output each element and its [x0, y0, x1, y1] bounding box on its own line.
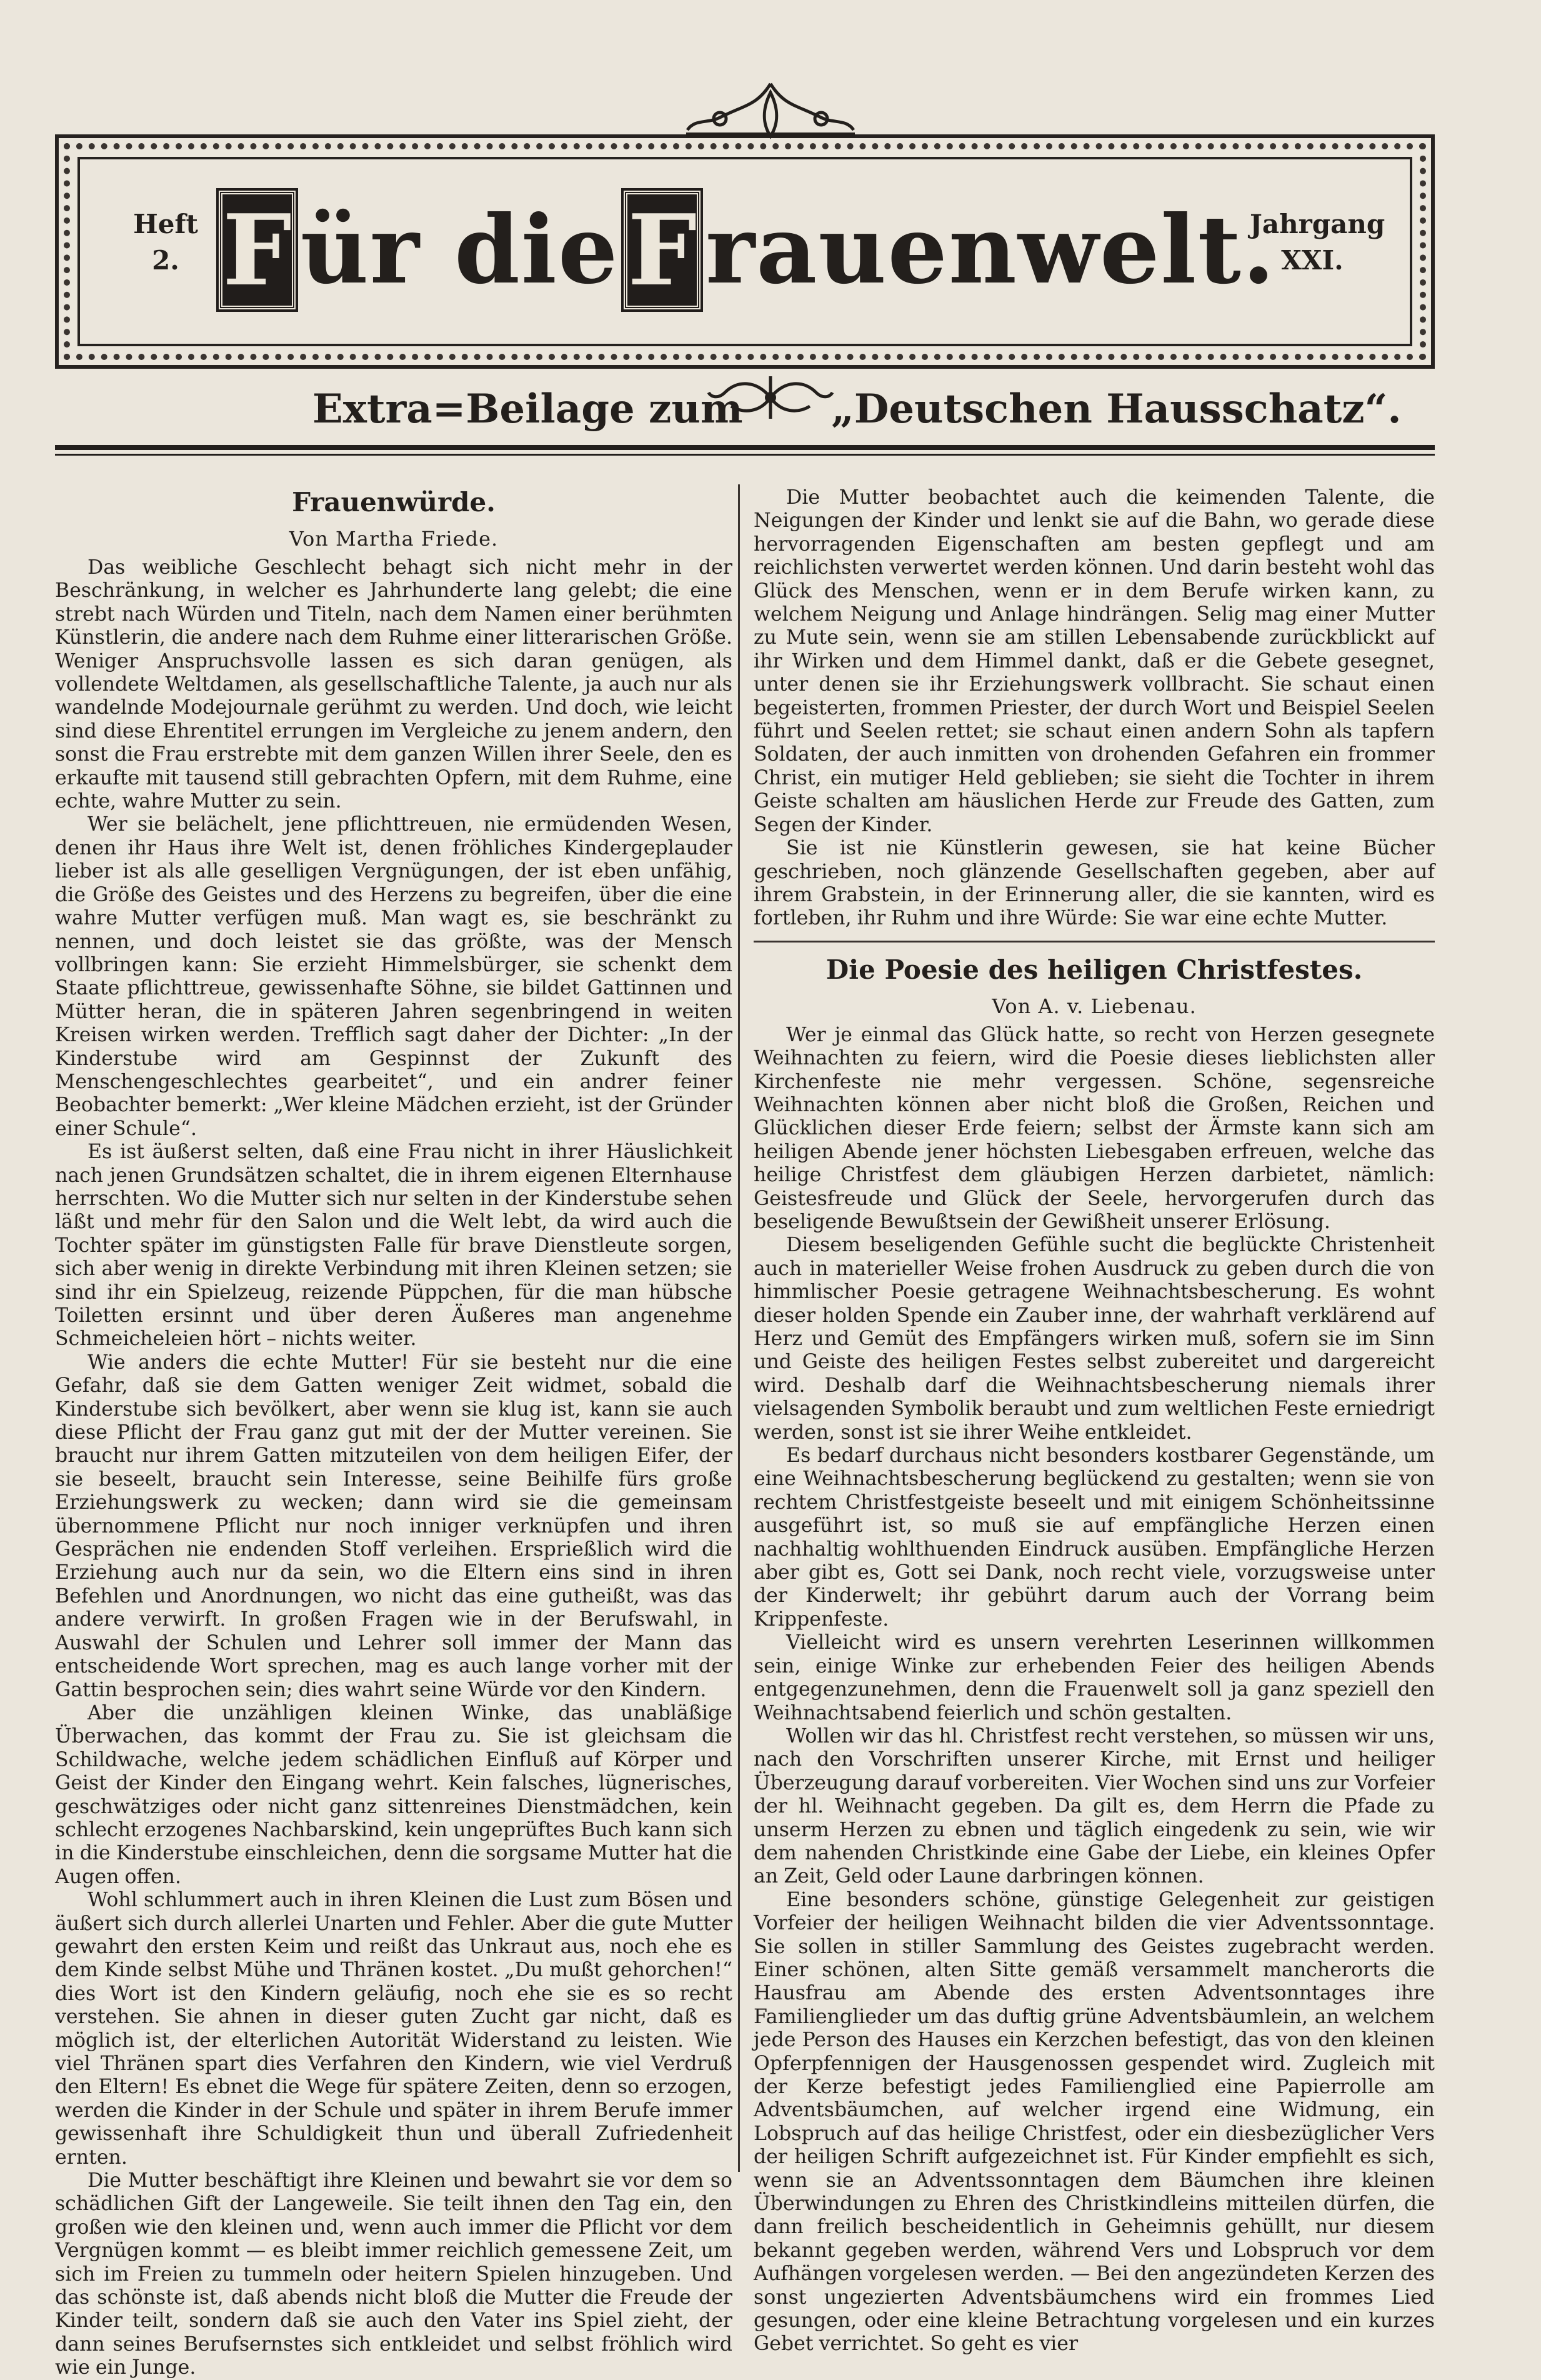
column-divider — [738, 484, 740, 2172]
paragraph: Aber die unzähligen kleinen Winke, das unabläßige Überwachen, das kommt der Frau zu. Sie ist gleichsam die Schildwache, welche jedem schädlichen Einfluß auf Körper und Geist der Kinder den Eingang wehrt. Kein falsches, lügnerisches, geschwätziges oder nicht ganz sittenreines Dienstmädchen, kein schlecht erzogenes Nachbarskind, kein ungeprüftes Buch kann sich in die Kinderstube einschleichen, denn die sorgsame Mutter hat die Augen offen. — [55, 1701, 732, 1888]
title-initial-second: F — [624, 191, 701, 309]
top-ornament-icon — [682, 80, 859, 140]
right-column — [754, 486, 1435, 2356]
paragraph: Es bedarf durchaus nicht besonders kostbarer Gegenstände, um eine Weihnachtsbescherung beglückend zu gestalten; wenn sie von rechtem Christfestgeiste beseelt und mit einigem Schönheitssinne ausgeführt ist, so muß sie auf empfängliche Herzen einen nachhaltig wohlthuenden Eindruck ausüben. Empfängliche Herzen aber gibt es, Gott sei Dank, noch recht viele, vorzugsweise unter der Kinderwelt; ihr gebührt darum auch der Vorrang beim Krippenfeste. — [754, 1444, 1435, 1631]
paragraph: Vielleicht wird es unsern verehrten Leserinnen willkommen sein, einige Winke zur erhebenden Feier des heiligen Abends entgegenzunehmen, denn die Frauenwelt soll ja ganz speziell den Weihnachtsabend feierlich und schön gestalten. — [754, 1631, 1435, 1724]
paragraph: Das weibliche Geschlecht behagt sich nicht mehr in der Beschränkung, in welcher es Jahrhunderte lang gelebt; die eine strebt nach Würden und Titeln, nach dem Namen einer berühmten Künstlerin, die andere nach dem Ruhme einer litterarischen Größe. Weniger Anspruchsvolle lassen es sich daran genügen, als vollendete Weltdamen, als gesellschaftliche Talente, ja auch nur als wandelnde Modejournale gerühmt zu werden. Und doch, wie leicht sind diese Ehrentitel errungen im Vergleiche zu jenem andern, den sonst die Frau erstrebte mit dem ganzen Willen ihrer Seele, den es erkaufte mit tausend still gebrachten Opfern, mit dem Ruhme, eine echte, wahre Mutter zu sein. — [55, 556, 732, 813]
paragraph: Wer sie belächelt, jene pflichttreuen, nie ermüdenden Wesen, denen ihr Haus ihre Welt ist, denen fröhliches Kindergeplauder lieber ist als alle geselligen Vergnügungen, der ist eben unfähig, die Größe des Geistes und des Herzens zu begreifen, über die eine wahre Mutter verfügen muß. Man wagt es, sie beschränkt zu nennen, und doch leistet sie das größte, was der Mensch vollbringen kann: Sie erzieht Himmelsbürger, sie schenkt dem Staate pflichttreue, gewissenhafte Söhne, sie bildet Gattinnen und Mütter heran, die in späteren Jahren segenbringend in weiten Kreisen wirken werden. Trefflich sagt daher der Dichter: „In der Kinderstube wird am Gespinnst der Zukunft des Menschengeschlechtes gearbeitet“, und ein andrer feiner Beobachter bemerkt: „Wer kleine Mädchen erzieht, ist der Gründer einer Schule“. — [55, 813, 732, 1140]
article-title: Frauenwürde. — [292, 487, 496, 518]
title-initial-first: F — [219, 191, 296, 309]
article-divider — [754, 941, 1435, 942]
header-rule-thin — [55, 454, 1435, 456]
title-part-first: ür die — [300, 195, 619, 305]
paragraph: Wie anders die echte Mutter! Für sie besteht nur die eine Gefahr, daß sie dem Gatten weniger Zeit widmet, sobald die Kinderstube sich bevölkert, aber wenn sie klug ist, kann sie auch diese Pflicht der Frau ganz gut mit der der Mutter vereinen. Sie braucht nur ihrem Gatten mitzuteilen von dem heiligen Eifer, der sie beseelt, braucht sein Interesse, seine Beihilfe fürs große Erziehungswerk zu wecken; dann wird sie die gemeinsam übernommene Pflicht nur noch inniger verknüpfen und ihren Gesprächen nie endenden Stoff verleihen. Ersprießlich wird die Erziehung auch nur da sein, wo die Eltern eins sind in ihren Befehlen und Anordnungen, wo nicht das eine gutheißt, was das andere verwirft. In großen Fragen wie in der Berufswahl, in Auswahl der Schulen und Lehrer soll immer der Mann das entscheidende Wort sprechen, mag es auch lange vorher mit der Gattin besprochen sein; dies wahrt seine Würde vor den Kindern. — [55, 1351, 732, 1701]
subtitle-ornament-icon — [706, 374, 835, 421]
paragraph: Wer je einmal das Glück hatte, so recht von Herzen gesegnete Weihnachten zu feiern, wird die Poesie dieses lieblichsten aller Kirchenfeste nie mehr vergessen. Schöne, segensreiche Weihnachten können aber nicht bloß die Großen, Reichen und Glücklichen dieser Erde feiern; selbst der Ärmste kann sich am heiligen Abende jener höchsten Liebesgaben erfreuen, welche das heilige Christfest dem gläubigen Herzen darbietet, nämlich: Geistesfreude und Glück der Seele, hervorgerufen durch das beseligende Bewußtsein der Gewißheit unserer Erlösung. — [754, 1023, 1435, 1233]
jahrgang-number: XXI. — [1281, 245, 1344, 276]
paragraph: Es ist äußerst selten, daß eine Frau nicht in ihrer Häuslichkeit nach jenen Grundsätzen schaltet, die in ihrem eigenen Elternhause herrschten. Wo die Mutter sich nur selten in der Kinderstube sehen läßt und mehr für den Salon und die Welt lebt, da wird auch die Tochter später im günstigsten Falle für brave Dienstleute sorgen, sich aber wenig in direkte Verbindung mit ihren Kleinen setzen; sie sind ihr ein Spielzeug, reizende Püppchen, für die man hübsche Toiletten ersinnt und über deren Äußeres man angenehme Schmeicheleien hört – nichts weiter. — [55, 1141, 732, 1351]
volume-number — [1250, 206, 1385, 279]
paragraph: Die Mutter beobachtet auch die keimenden Talente, die Neigungen der Kinder und lenkt sie auf die Bahn, wo gerade diese hervorragenden Eigenschaften am besten gepflegt und am reichlichsten verwertet werden können. Und darin besteht wohl das Glück des Menschen, wenn er in dem Berufe wirken kann, zu welchem Neigung und Anlage hindrängen. Selig mag einer Mutter zu Mute sein, wenn sie am stillen Lebensabende zurückblickt auf ihr Wirken und dem Himmel dankt, daß er die Gebete gesegnet, unter denen sie ihr Erziehungswerk vollbracht. Sie schaut einen begeisterten, frommen Priester, der durch Wort und Beispiel Seelen führt und Seelen rettet; sie schaut einen andern Sohn als tapfern Soldaten, der auch inmitten von drohenden Gefahren ein frommer Christ, ein mutiger Held geblieben; sie sieht die Tochter in ihrem Geiste schalten am häuslichen Herde zur Freude des Gatten, zum Segen der Kinder. — [754, 486, 1435, 836]
paragraph: Eine besonders schöne, günstige Gelegenheit zur geistigen Vorfeier der heiligen Weihnacht bilden die vier Adventssonntage. Sie sollen in stiller Sammlung des Geistes zugebracht werden. Einer schönen, alten Sitte gemäß versammelt mancherorts die Hausfrau am Abende des ersten Adventsonntages ihre Familienglieder um das duftig grüne Adventsbäumlein, an welchem jede Person des Hauses ein Kerzchen befestigt, das von den kleinen Opferpfennigen der Hausgenossen gespendet wird. Zugleich mit der Kerze befestigt jedes Familienglied eine Papierrolle am Adventsbäumchen, auf welcher irgend eine Widmung, ein Lobspruch auf das heilige Christfest, oder ein diesbezüglicher Vers der heiligen Schrift aufgezeichnet ist. Für Kinder empfiehlt es sich, wenn sie an Adventssonntagen dem Bäumchen ihre kleinen Überwindungen zu Ehren des Christkindleins mitteilen dürfen, die dann freilich bescheidentlich in Geheimnis gehüllt, nur diesem bekannt gegeben werden, während Vers und Lobspruch vor dem Aufhängen vorgelesen werden. — Bei den angezündeten Kerzen des sonst ungezierten Adventsbäumchens wird ein frommes Lied gesungen, oder eine kleine Betrachtung vorgelesen und ein kurzes Gebet verrichtet. So geht es vier — [754, 1888, 1435, 2356]
article-byline: Von A. v. Liebenau. — [992, 994, 1197, 1018]
paragraph: Sie ist nie Künstlerin gewesen, sie hat keine Bücher geschrieben, noch glänzende Gesellschaften gegeben, aber auf ihrem Grabstein, in der Erinnerung aller, die sie kannten, wird es fortleben, ihr Ruhm und ihre Würde: Sie war eine echte Mutter. — [754, 837, 1435, 930]
left-column — [55, 486, 732, 2380]
header-rule-thick — [55, 445, 1435, 450]
heft-number: 2. — [152, 245, 179, 276]
jahrgang-label: Jahrgang — [1250, 209, 1385, 239]
paragraph: Die Mutter beschäftigt ihre Kleinen und bewahrt sie vor dem so schädlichen Gift der Langeweile. Sie teilt ihnen den Tag ein, den großen wie den kleinen und, wenn auch immer die Pflicht vor dem Vergnügen kommt — es bleibt immer reichlich gemessene Zeit, um sich im Freien zu tummeln oder heitern Spielen hinzugeben. Und das schönste ist, daß abends nicht bloß die Mutter die Freude der Kinder teilt, sondern daß sie auch den Vater ins Spiel zieht, der dann seines Berufsernstes sich entkleidet und selbst fröhlich wird wie ein Junge. — [55, 2169, 732, 2379]
paragraph: Diesem beseligenden Gefühle sucht die beglückte Christenheit auch in materieller Weise frohen Ausdruck zu geben durch die von himmlischer Poesie getragene Weihnachtsbescherung. Es wohnt dieser holden Spende ein Zauber inne, der wahrhaft verklärend auf Herz und Gemüt des Empfängers wirken muß, sofern sie im Sinn und Geiste des heiligen Festes selbst zubereitet und dargereicht wird. Deshalb darf die Weihnachtsbescherung niemals ihrer vielsagenden Symbolik beraubt und zum weltlichen Feste erniedrigt werden, sonst ist sie ihrer Weihe entkleidet. — [754, 1234, 1435, 1444]
article-byline: Von Martha Friede. — [289, 527, 499, 551]
subtitle-left: Extra=Beilage zum — [312, 386, 743, 432]
heft-label: Heft — [133, 209, 198, 239]
issue-number — [125, 206, 206, 279]
paragraph: Wohl schlummert auch in ihren Kleinen die Lust zum Bösen und äußert sich durch allerlei Unarten und Fehler. Aber die gute Mutter gewahrt den ersten Keim und reißt das Unkraut aus, noch ehe es dem Kinde selbst Mühe und Thränen kostet. „Du mußt gehorchen!“ dies Wort ist den Kindern geläufig, noch ehe sie es so recht verstehen. Sie ahnen in dieser guten Zucht gar nicht, daß es möglich ist, der elterlichen Autorität Widerstand zu leisten. Wie viel Thränen spart dies Verfahren den Kindern, wie viel Verdruß den Eltern! Es ebnet die Wege für spätere Zeiten, denn so erzogen, werden die Kinder in der Schule und später in ihrem Berufe immer gewissenhaft ihre Schuldigkeit thun und überall Zufriedenheit ernten. — [55, 1889, 732, 2169]
masthead-title — [222, 188, 1276, 312]
subtitle-right: „Deutschen Hausschatz“. — [831, 386, 1402, 432]
paragraph: Wollen wir das hl. Christfest recht verstehen, so müssen wir uns, nach den Vorschriften unserer Kirche, mit Ernst und heiliger Überzeugung darauf vorbereiten. Vier Wochen sind uns zur Vorfeier der hl. Weihnacht gegeben. Da gilt es, dem Herrn die Pfade zu unserm Herzen zu ebnen und täglich eingedenk zu sein, wie wir dem nahenden Christkinde eine Gabe der Liebe, ein kleines Opfer an Zeit, Geld oder Laune darbringen können. — [754, 1724, 1435, 1888]
article-title: Die Poesie des heiligen Christfestes. — [825, 954, 1363, 985]
title-part-second: rauenwelt. — [706, 195, 1276, 305]
